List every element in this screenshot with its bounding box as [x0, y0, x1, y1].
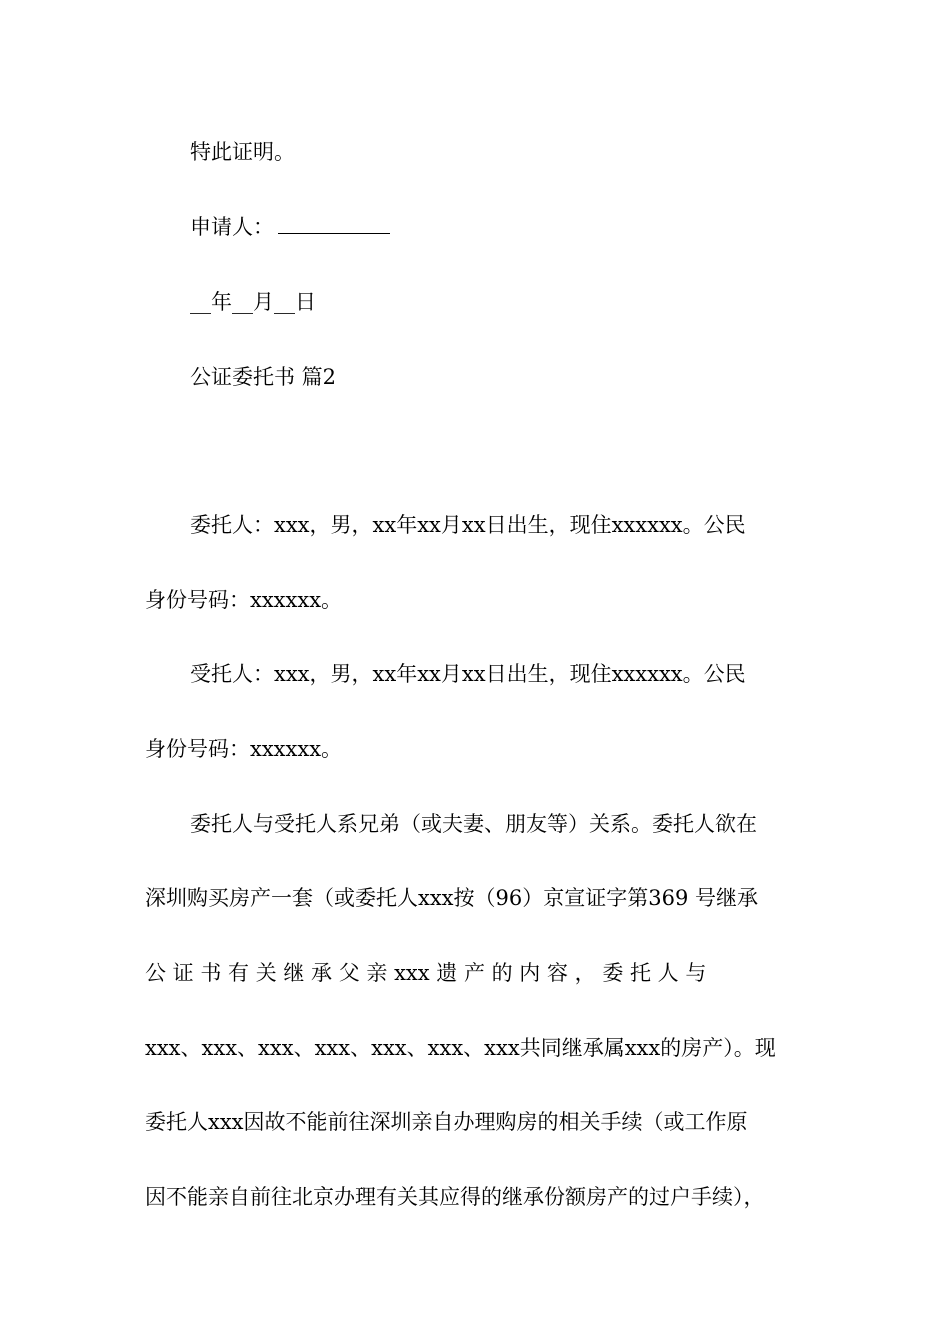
paragraph-line: 委托人与受托人系兄弟（或夫妻、朋友等）关系。委托人欲在 [190, 812, 757, 836]
applicant-line [190, 213, 810, 241]
paragraph-line: 因不能亲自前往北京办理有关其应得的继承份额房产的过户手续）， [145, 1185, 765, 1209]
applicant-label: 申请人： [190, 215, 274, 239]
certification-statement: 特此证明。 [190, 140, 295, 164]
paragraph-line: xxx、xxx、xxx、xxx、xxx、xxx、xxx共同继承属xxx的房产）。现 [145, 1036, 776, 1060]
date-line: __年__月__日 [190, 290, 316, 314]
applicant-blank [278, 215, 390, 234]
paragraph-line: 受托人：xxx，男，xx年xx月xx日出生，现住xxxxxx。公民 [190, 662, 746, 686]
section-title: 公证委托书 篇2 [190, 365, 337, 389]
paragraph-line: 身份号码：xxxxxx。 [145, 737, 343, 761]
paragraph-line: 委托人：xxx，男，xx年xx月xx日出生，现住xxxxxx。公民 [190, 513, 746, 537]
paragraph-line: 身份号码：xxxxxx。 [145, 588, 343, 612]
paragraph-line: 公 证 书 有 关 继 承 父 亲 xxx 遗 产 的 内 容 ， 委 托 人 与 [145, 961, 707, 985]
paragraph-line: 深圳购买房产一套（或委托人xxx按（96）京宣证字第369 号继承 [145, 886, 759, 910]
paragraph-line: 委托人xxx因故不能前往深圳亲自办理购房的相关手续（或工作原 [145, 1110, 748, 1134]
